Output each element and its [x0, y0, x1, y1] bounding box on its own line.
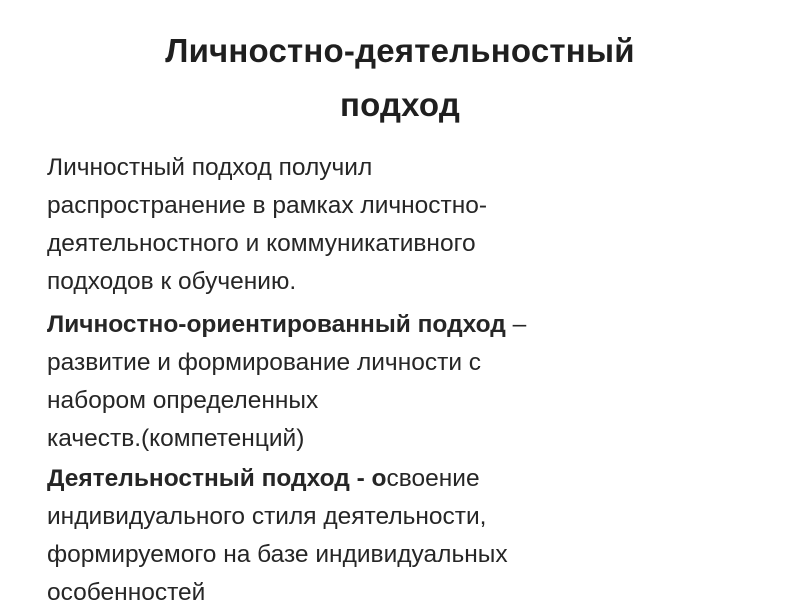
paragraph-person-oriented-approach	[47, 306, 747, 458]
paragraph-line: особенностей	[47, 579, 206, 600]
term-person-oriented: Личностно-ориентированный подход	[47, 311, 506, 338]
paragraph-line: индивидуального стиля деятельности,	[47, 503, 487, 530]
title-line-1: Личностно-деятельностный	[165, 32, 635, 69]
paragraph-line: качеств.(компетенций)	[47, 425, 305, 452]
paragraph-first-line	[47, 460, 747, 498]
title-line-2: подход	[339, 86, 460, 123]
paragraph-activity-approach	[47, 460, 747, 600]
paragraph-line: формируемого на базе индивидуальных	[47, 541, 508, 568]
slide-title	[0, 24, 800, 132]
paragraph-line: распространение в рамках личностно-	[47, 192, 488, 219]
paragraph-first-line	[47, 306, 747, 344]
slide-body	[47, 149, 747, 600]
paragraph-personal-approach	[47, 149, 747, 301]
paragraph-line: развитие и формирование личности с	[47, 349, 482, 376]
term-activity-approach: Деятельностный подход - о	[47, 465, 387, 492]
term-dash: –	[505, 311, 527, 338]
paragraph-line: подходов к обучению.	[47, 268, 297, 295]
paragraph-line: набором определенных	[47, 387, 319, 414]
term-continuation: своение	[386, 465, 480, 492]
paragraph-line: Личностный подход получил	[47, 154, 373, 181]
paragraph-line: деятельностного и коммуникативного	[47, 230, 476, 257]
